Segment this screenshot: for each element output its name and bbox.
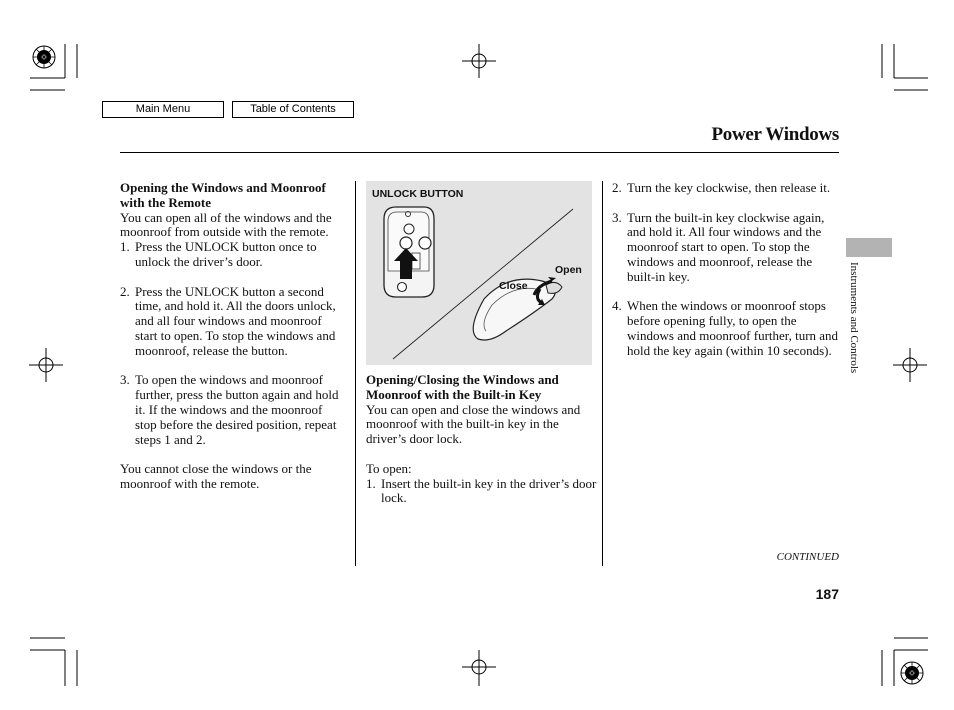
built-in-key-intro: You can open and close the windows and moonroof with the built-in key in the driver’s door lock. — [366, 401, 581, 447]
step-text: Turn the built-in key clockwise again, and hold it. All four windows and the moonroof start to open. To stop the windows and moonroof, release the built-in key. — [627, 209, 825, 284]
remote-note: You cannot close the windows or the moonroof with the remote. — [120, 461, 312, 491]
key-step-1 — [366, 477, 600, 507]
column-divider-1 — [355, 181, 356, 566]
to-open-label: To open: — [366, 460, 412, 476]
key-step-4 — [612, 299, 842, 358]
section-tab-label — [848, 262, 862, 407]
remote-step-3 — [120, 373, 346, 447]
step-number: 3. — [612, 209, 622, 225]
key-step-2 — [612, 181, 842, 196]
section-tab[interactable] — [846, 238, 892, 257]
step-text: Press the UNLOCK button a second time, and hold it. All the doors unlock, and all four windows and moonroof start to open. To stop the windows and moonroof, release the button. — [135, 283, 336, 358]
column-key-steps — [612, 181, 842, 359]
step-number: 3. — [120, 372, 130, 388]
key-illustration — [366, 181, 592, 365]
section-tab-text: Instruments and Controls — [848, 262, 860, 374]
table-of-contents-button[interactable]: Table of Contents — [232, 101, 354, 118]
continued-note: CONTINUED — [776, 551, 839, 563]
step-text: Turn the key clockwise, then release it. — [627, 180, 831, 195]
step-number: 2. — [612, 180, 622, 195]
close-label: Close — [499, 280, 528, 292]
step-number: 1. — [366, 475, 376, 491]
remote-step-1 — [120, 240, 346, 270]
step-text: To open the windows and moonroof further, press the button again and hold it. If the windows and the moonroof stop before the desired position, repeat steps 1 and 2. — [135, 372, 339, 447]
page-number: 187 — [815, 586, 839, 602]
unlock-button-label: UNLOCK BUTTON — [372, 188, 464, 200]
key-step-3 — [612, 211, 842, 285]
section-heading-built-in-key: Opening/Closing the Windows and Moonroof with the Built-in Key — [366, 372, 559, 402]
section-heading-remote: Opening the Windows and Moonroof with the Remote — [120, 180, 326, 210]
main-menu-button[interactable]: Main Menu — [102, 101, 224, 118]
step-number: 4. — [612, 298, 622, 314]
open-label: Open — [555, 264, 582, 276]
column-built-in-key — [366, 373, 600, 506]
column-remote — [120, 181, 346, 492]
title-rule — [120, 152, 839, 153]
remote-step-2 — [120, 285, 346, 359]
remote-intro: You can open all of the windows and the moonroof from outside with the remote. — [120, 209, 332, 240]
step-text: When the windows or moonroof stops before opening fully, to open the windows and moonroof further, turn and hold the key again (within 10 seconds). — [627, 298, 839, 358]
step-text: Press the UNLOCK button once to unlock the driver’s door. — [135, 239, 317, 269]
column-divider-2 — [602, 181, 603, 566]
step-number: 1. — [120, 239, 130, 255]
step-text: Insert the built-in key in the driver’s door lock. — [381, 475, 597, 506]
page-title: Power Windows — [711, 124, 839, 145]
step-number: 2. — [120, 283, 130, 299]
